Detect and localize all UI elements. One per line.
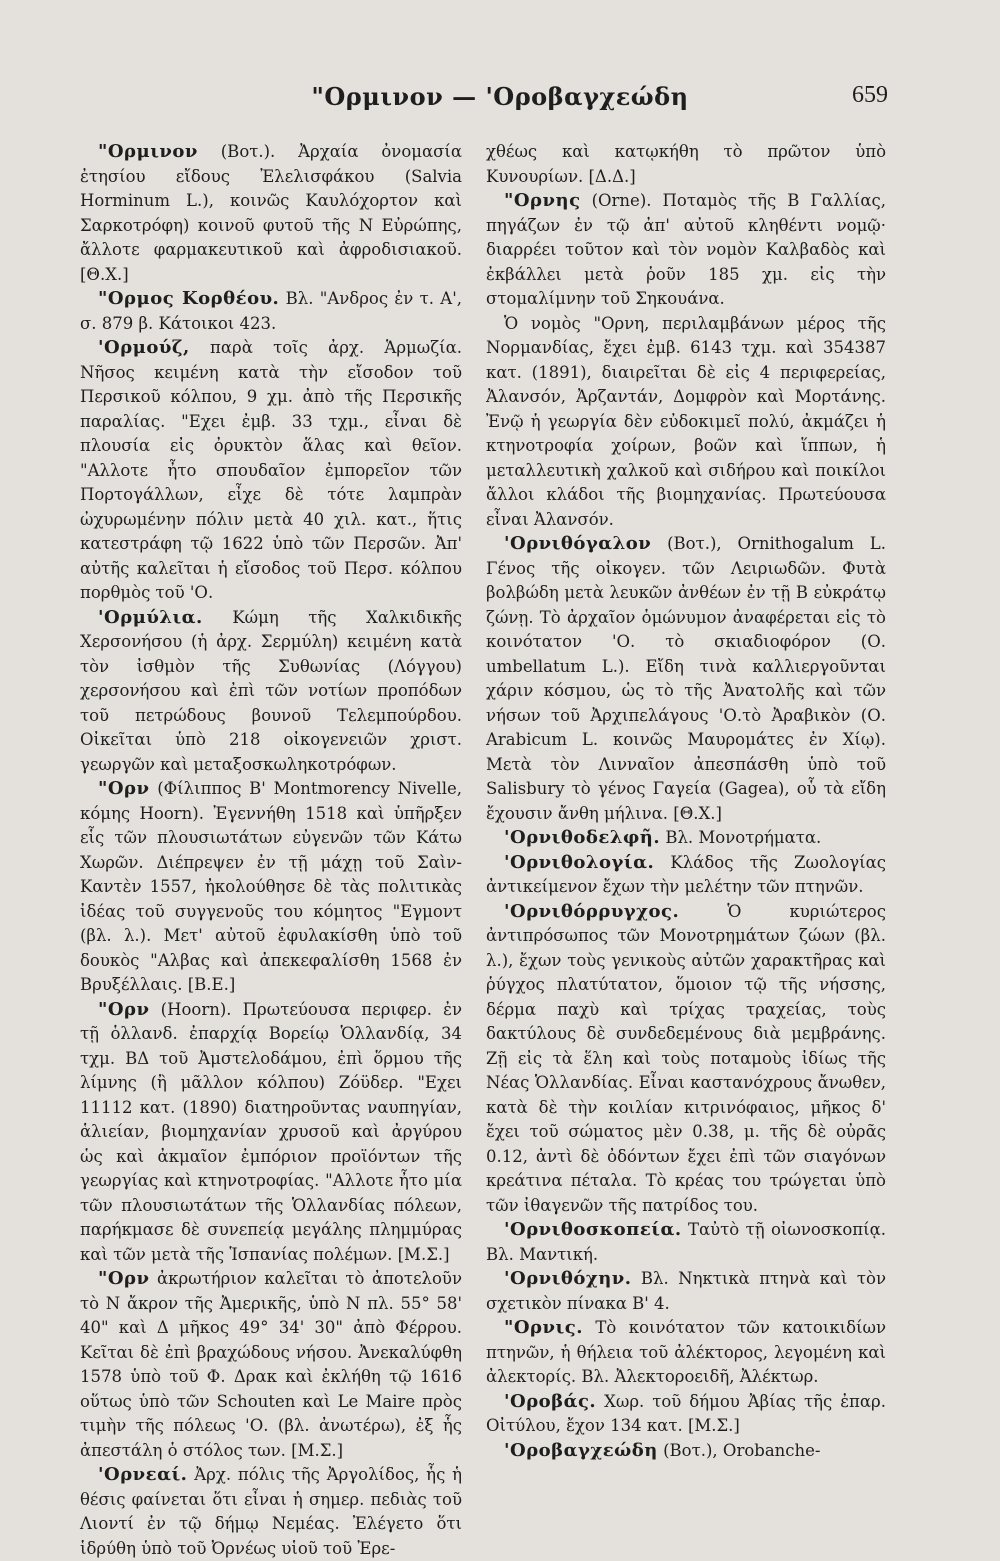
dictionary-entry: [486, 826, 886, 851]
entry-text: ἀκρωτήριον καλεῖται τὸ ἀποτελοῦν τὸ Ν ἄκρον τῆς Ἀμερικῆς, ὑπὸ Ν πλ. 55° 58' 40" καὶ Δ μῆκος 49° 34' 30" ἀπὸ Φέρρου. Κεῖται δὲ ἐπὶ βραχώδους νήσου. Ἀνεκαλύφθη 1578 ὑπὸ τοῦ Φ. Δρακ καὶ ἐκλήθη τῷ 1616 οὕτως ὑπὸ τῶν Schouten καὶ Le Maire πρὸς τιμὴν τῆς πόλεως 'Ο. (βλ. ἀνωτέρω), ἐξ ἧς ἀπεστάλη ὁ στόλος των. [Μ.Σ.]: [80, 1269, 462, 1460]
entry-text: Βλ. "Ανδρος ἐν τ. Α', σ. 879 β. Κάτοικοι 423.: [80, 289, 462, 333]
dictionary-entry: [486, 1390, 886, 1439]
dictionary-entry: [80, 1267, 462, 1463]
dictionary-entry: [80, 606, 462, 778]
entry-text: Ὁ νομὸς "Ορνη, περιλαμβάνων μέρος τῆς Νορμανδίας, ἔχει ἐμβ. 6143 τχμ. καὶ 354387 κατ. (1891), διαιρεῖται δὲ εἰς 4 περιφερείας, Ἀλανσόν, Ἀρζαντάν, Δομφρὸν καὶ Μορτάνης. Ἐνῷ ἡ γεωργία δὲν εὐδοκιμεῖ πολύ, ἀκμάζει ἡ κτηνοτροφία χοίρων, βοῶν καὶ ἵππων, ἡ μεταλλευτικὴ χαλκοῦ καὶ σιδήρου καὶ ποικίλοι ἄλλοι κλάδοι τῆς βιομηχανίας. Πρωτεύουσα εἶναι Ἀλανσόν.: [486, 313, 886, 529]
entry-text: Ἀρχ. πόλις τῆς Ἀργολίδος, ἧς ἡ θέσις φαίνεται ὅτι εἶναι ἡ σημερ. πεδιὰς τοῦ Λιοντί ἐν τῷ δήμῳ Νεμέας. Ἐλέγετο ὅτι ἱδρύθη ὑπὸ τοῦ Ὀρνέως υἱοῦ τοῦ Ἐρε-: [80, 1465, 462, 1558]
entry-text: Κώμη τῆς Χαλκιδικῆς Χερσονήσου (ἡ ἀρχ. Σερμύλη) κειμένη κατὰ τὸν ἰσθμὸν τῆς Συθωνίας (Λόγγου) χερσονήσου καὶ ἐπὶ τῶν νοτίων προπόδων τοῦ πετρώδους βουνοῦ Τελεμπούρδου. Οἰκεῖται ὑπὸ 218 οἰκογενειῶν χριστ. γεωργῶν καὶ μεταξοσκωληκοτρόφων.: [80, 607, 462, 774]
entry-text: Βλ. Μονοτρήματα.: [660, 828, 822, 847]
entry-text: χθέως καὶ κατῳκήθη τὸ πρῶτον ὑπὸ Κυνουρίων. [Δ.Δ.]: [486, 142, 886, 186]
right-column: [486, 140, 886, 1463]
entry-text: Κλάδος τῆς Ζωολογίας ἀντικείμενον ἔχων τὴν μελέτην τῶν πτηνῶν.: [486, 852, 886, 896]
dictionary-entry: [80, 998, 462, 1268]
entry-headword: "Ορν: [98, 1268, 150, 1289]
entry-text: (Βοτ.), Ornithogalum L. Γένος τῆς οἰκογεν. τῶν Λειριωδῶν. Φυτὰ βολβώδη μετὰ λευκῶν ἀνθέων ἐν τῇ Β εὐκράτῳ ζώνῃ. Τὸ ἀρχαῖον ὁμώνυμον ἀναφέρεται εἰς τὸ κοινότατον 'Ο. τὸ σκιαδιοφόρον (Ο. umbellatum L.). Εἴδη τινὰ καλλιεργοῦνται χάριν κόσμου, ὡς τὸ τῆς Ἀνατολῆς καὶ τῶν νήσων τοῦ Ἀρχιπελάγους 'Ο.τὸ Ἀραβικὸν (Ο. Arabicum L. κοινῶς Μαυρομάτες ἐν Χίῳ). Μετὰ τὸν Λινναῖον ἀπεσπάσθη ὑπὸ τοῦ Salisbury τὸ γένος Γαγεία (Gagea), οὗ τὰ εἴδη ἔχουσιν ἄνθη μήλινα. [Θ.Χ.]: [486, 534, 886, 823]
entry-text: (Φίλιππος Β' Montmorency Nivelle, κόμης Hoorn). Ἐγεννήθη 1518 καὶ ὑπῆρξεν εἷς τῶν πλουσιωτάτων εὐγενῶν τῶν Κάτω Χωρῶν. Διέπρεψεν ἐν τῇ μάχῃ τοῦ Σαὶν-Καντὲν 1557, ἠκολούθησε δὲ τὰς πολιτικὰς ἰδέας τοῦ συγγενοῦς του κόμητος "Εγμοντ (βλ. λ.). Μετ' αὐτοῦ ἐφυλακίσθη ὑπὸ τοῦ δουκὸς "Αλβας καὶ ἀπεκεφαλίσθη 1568 ἐν Βρυξέλλαις. [Β.Ε.]: [80, 779, 462, 994]
entry-text: Ὁ κυριώτερος ἀντιπρόσωπος τῶν Μονοτρημάτων ζώων (βλ. λ.), ἔχων τοὺς γενικοὺς αὐτῶν χαρακτῆρας καὶ ῥύγχος πλατύτατον, ὅμοιον τῷ τῆς νήσσης, δέρμα παχὺ καὶ τρίχας τραχείας, τοὺς δακτύλους δὲ συνδεδεμένους διὰ μεμβράνης. Ζῇ εἰς τὰ ἕλη καὶ τοὺς ποταμοὺς ἰδίως τῆς Νέας Ὁλλανδίας. Εἶναι καστανόχρους ἄνωθεν, κατὰ δὲ τὴν κοιλίαν κιτρινόφαιος, μῆκος δ' ἔχει τοῦ σώματος μὲν 0.38, μ. τῆς δὲ οὐρᾶς 0.12, ἀντὶ δὲ ὀδόντων ἔχει ἐπὶ τῶν σιαγόνων κρεάτινα πέταλα. Τὸ κρέας του τρώγεται ὑπὸ τῶν ἰθαγενῶν τῆς πατρίδος του.: [486, 901, 886, 1215]
dictionary-entry: [486, 532, 886, 826]
entry-headword: "Ορμινον: [98, 141, 198, 162]
entry-text: Βλ. Νηκτικὰ πτηνὰ καὶ τὸν σχετικὸν πίνακα Β' 4.: [486, 1269, 886, 1313]
dictionary-entry: [486, 312, 886, 533]
entry-headword: 'Ορμύλια.: [98, 606, 203, 628]
entry-text: Τὸ κοινότατον τῶν κατοικιδίων πτηνῶν, ἡ θήλεια τοῦ ἀλέκτορος, λεγομένη καὶ ἀλεκτορίς. Βλ. Ἀλεκτοροειδῆ, Ἀλέκτωρ.: [486, 1318, 886, 1386]
entry-headword: 'Ορνιθοσκοπεία.: [504, 1219, 682, 1240]
entry-headword: 'Ορνιθόγαλον: [504, 533, 652, 554]
dictionary-entry: [486, 851, 886, 900]
page-number: 659: [852, 82, 888, 108]
entry-headword: 'Οροβαγχεώδη: [504, 1439, 658, 1461]
entry-text: (Βοτ.). Ἀρχαία ὀνομασία ἐτησίου εἴδους Ἐλελισφάκου (Salvia Horminum L.), κοινῶς Καυλόχορτον καὶ Σαρκοτρόφη) κοινοῦ φυτοῦ τῆς Ν Εὐρώπης, ἄλλοτε φαρμακευτικοῦ καὶ ἀφροδισιακοῦ. [Θ.Χ.]: [80, 142, 462, 284]
dictionary-entry: [486, 189, 886, 312]
dictionary-entry: [486, 1316, 886, 1390]
dictionary-entry: [80, 336, 462, 606]
entry-headword: 'Ορνιθόρρυγχος.: [504, 900, 680, 922]
entry-headword: "Ορν: [98, 998, 150, 1020]
entry-headword: 'Ορνεαί.: [98, 1464, 188, 1485]
dictionary-entry: [80, 140, 462, 287]
entry-text: (Hoorn). Πρωτεύουσα περιφερ. ἐν τῇ ὁλλανδ. ἐπαρχίᾳ Βορείῳ Ὁλλανδίᾳ, 34 τχμ. ΒΔ τοῦ Ἀμστελοδάμου, ἐπὶ ὅρμου τῆς λίμνης (ἢ μᾶλλον κόλπου) Ζόϋδερ. "Εχει 11112 κατ. (1890) διατηροῦντας ναυπηγίαν, ἁλιείαν, βιομηχανίαν χρυσοῦ καὶ ἀργύρου ὡς καὶ ἀκμαῖον ἐμπόριον προϊόντων τῆς γεωργίας καὶ κτηνοτροφίας. "Αλλοτε ἦτο μία τῶν πλουσιωτάτων τῆς Ὁλλανδίας πόλεων, παρήκμασε δὲ συνεπείᾳ μεγάλης πλημμύρας καὶ τῶν μετὰ τῆς Ἱσπανίας πολέμων. [Μ.Σ.]: [80, 999, 462, 1264]
entry-headword: 'Ορνιθολογία.: [504, 851, 655, 873]
dictionary-entry: [486, 1439, 886, 1464]
entry-headword: "Ορνις.: [504, 1317, 583, 1338]
dictionary-entry: [486, 1218, 886, 1267]
entry-headword: 'Ορνιθόχην.: [504, 1268, 632, 1289]
entry-headword: "Ορν: [98, 778, 150, 799]
entry-text: (Orne). Ποταμὸς τῆς Β Γαλλίας, πηγάζων ἐν τῷ ἀπ' αὐτοῦ κληθέντι νομῷ· διαρρέει τοῦτον καὶ τὸν νομὸν Καλβαδὸς καὶ ἐκβάλλει μετὰ ῥοῦν 185 χμ. εἰς τὴν στομαλίμνην τοῦ Σηκουάνα.: [486, 191, 886, 308]
entry-text: (Βοτ.), Orobanche-: [657, 1440, 821, 1460]
entry-headword: "Ορμος Κορθέου.: [98, 288, 280, 309]
entry-headword: 'Οροβάς.: [504, 1390, 597, 1412]
entry-headword: "Ορνης: [504, 190, 581, 211]
left-column: [80, 140, 462, 1561]
entry-text: Χωρ. τοῦ δήμου Ἀβίας τῆς ἐπαρ. Οἰτύλου, ἔχον 134 κατ. [Μ.Σ.]: [486, 1391, 886, 1435]
dictionary-entry: [486, 900, 886, 1219]
dictionary-entry: [80, 1463, 462, 1561]
running-head: "Ορμινον — 'Οροβαγχεώδη: [311, 82, 689, 111]
entry-headword: 'Ορμούζ,: [98, 337, 190, 358]
dictionary-entry: [80, 777, 462, 998]
dictionary-entry: [486, 1267, 886, 1316]
dictionary-entry: [486, 140, 886, 189]
entry-text: παρὰ τοῖς ἀρχ. Ἁρμωζία. Νῆσος κειμένη κατὰ τὴν εἴσοδον τοῦ Περσικοῦ κόλπου, 9 χμ. ἀπὸ τῆς Περσικῆς παραλίας. "Εχει ἐμβ. 33 τχμ., εἶναι δὲ πλουσία εἰς ὀρυκτὸν ἅλας καὶ θεῖον. "Αλλοτε ἦτο σπουδαῖον ἐμπορεῖον τῶν Πορτογάλλων, εἶχε δὲ τότε λαμπρὰν ὠχυρωμένην πόλιν μετὰ 40 χιλ. κατ., ἥτις κατεστράφη τῷ 1622 ὑπὸ τῶν Περσῶν. Ἀπ' αὐτῆς καλεῖται ἡ εἴσοδος τοῦ Περσ. κόλπου πορθμὸς τοῦ 'Ο.: [80, 338, 462, 602]
entry-text: Ταὐτὸ τῇ οἰωνοσκοπίᾳ. Βλ. Μαντική.: [486, 1220, 886, 1264]
entry-headword: 'Ορνιθοδελφῆ.: [504, 827, 661, 848]
dictionary-entry: [80, 287, 462, 336]
